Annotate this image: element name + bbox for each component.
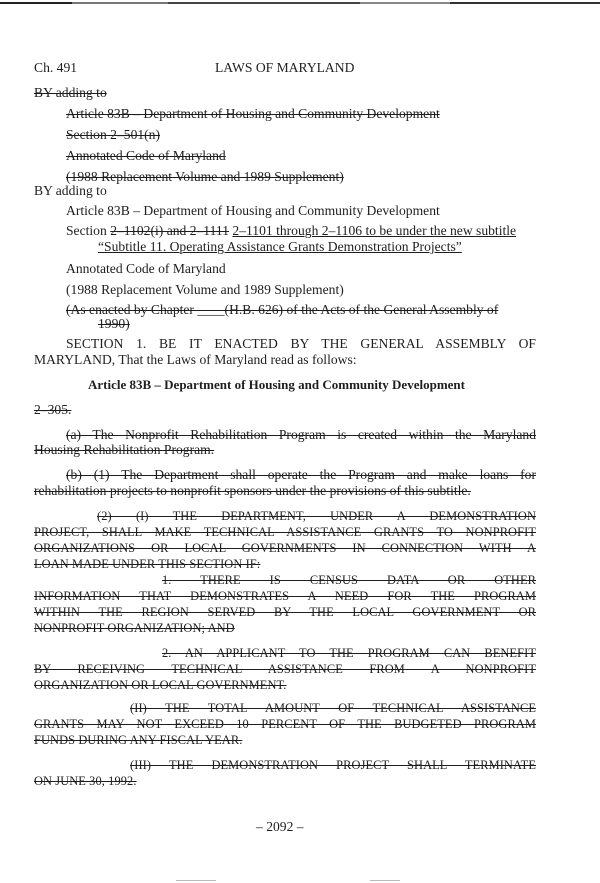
scan-top-edge <box>0 2 600 4</box>
item-1-line-2: INFORMATION THAT DEMONSTRATES A NEED FOR THE PROGRAM <box>34 589 536 603</box>
para-b1-line-2: rehabilitation projects to nonprofit sponsors under the provisions of this subtitle. <box>34 483 471 498</box>
by-adding-struck-section: Section 2–501(n) <box>66 127 161 142</box>
item-iii-line-2: ON JUNE 30, 1992. <box>34 774 137 788</box>
enacted-struck-line-1: (As enacted by Chapter ____(H.B. 626) of the Acts of the General Assembly of <box>66 302 499 317</box>
scan-artifact <box>176 880 216 881</box>
by-adding-volume: (1988 Replacement Volume and 1989 Supplement) <box>66 282 344 297</box>
item-ii-line-2: GRANTS MAY NOT EXCEED 10 PERCENT OF THE BUDGETED PROGRAM <box>34 717 536 731</box>
para-b2-line-3: ORGANIZATIONS OR LOCAL GOVERNMENTS IN CONNECTION WITH A <box>34 541 536 555</box>
item-2-line-2: BY RECEIVING TECHNICAL ASSISTANCE FROM A NONPROFIT <box>34 662 536 676</box>
article-heading: Article 83B – Department of Housing and Community Development <box>88 377 465 392</box>
page-title: LAWS OF MARYLAND <box>215 60 355 75</box>
item-1-line-1: 1. THERE IS CENSUS DATA OR OTHER <box>162 573 536 587</box>
by-adding-section-line <box>66 223 516 239</box>
scan-artifact <box>370 880 400 881</box>
para-b2-line-2: PROJECT, SHALL MAKE TECHNICAL ASSISTANCE GRANTS TO NONPROFIT <box>34 525 536 539</box>
by-adding-code: Annotated Code of Maryland <box>66 261 226 276</box>
section-number-struck: 2–305. <box>34 402 72 417</box>
item-ii-line-1: (II) THE TOTAL AMOUNT OF TECHNICAL ASSISTANCE <box>130 701 536 715</box>
by-adding-struck-article: Article 83B – Department of Housing and Community Development <box>66 106 440 121</box>
by-adding-label: BY adding to <box>34 183 107 198</box>
item-ii-line-3: FUNDS DURING ANY FISCAL YEAR. <box>34 733 243 747</box>
page-number: – 2092 – <box>256 819 304 834</box>
by-adding-struck-volume: (1988 Replacement Volume and 1989 Supplement) <box>66 169 344 184</box>
enactment-line-1: SECTION 1. BE IT ENACTED BY THE GENERAL ASSEMBLY OF <box>66 336 536 351</box>
enactment-line-2: MARYLAND, That the Laws of Maryland read as follows: <box>34 352 357 367</box>
para-b1-line-1: (b) (1) The Department shall operate the Program and make loans for <box>66 467 536 482</box>
chapter-number: Ch. 491 <box>34 60 78 75</box>
section-label: Section <box>66 223 107 238</box>
para-a-line-2: Housing Rehabilitation Program. <box>34 442 215 457</box>
item-2-line-3: ORGANIZATION OR LOCAL GOVERNMENT. <box>34 678 287 692</box>
enacted-struck-line-2: 1990) <box>98 316 130 331</box>
by-adding-article: Article 83B – Department of Housing and Community Development <box>66 203 440 218</box>
item-2-line-1: 2. AN APPLICANT TO THE PROGRAM CAN BENEFIT <box>162 646 536 660</box>
para-b2-line-1: (2) (I) THE DEPARTMENT, UNDER A DEMONSTRATION <box>97 509 536 523</box>
item-1-line-4: NONPROFIT ORGANIZATION; AND <box>34 621 235 635</box>
subtitle-added-text: “Subtitle 11. Operating Assistance Grants Demonstration Projects” <box>98 239 462 254</box>
by-adding-struck-code: Annotated Code of Maryland <box>66 148 226 163</box>
by-adding-struck-label: BY adding to <box>34 85 107 100</box>
section-struck-text: 2–1102(i) and 2–1111 <box>110 223 229 238</box>
para-a-line-1: (a) The Nonprofit Rehabilitation Program is created within the Maryland <box>66 427 536 442</box>
section-added-text: 2–1101 through 2–1106 to be under the new subtitle <box>232 223 517 238</box>
item-iii-line-1: (III) THE DEMONSTRATION PROJECT SHALL TERMINATE <box>130 758 536 772</box>
para-b2-line-4: LOAN MADE UNDER THIS SECTION IF: <box>34 557 261 571</box>
item-1-line-3: WITHIN THE REGION SERVED BY THE LOCAL GOVERNMENT OR <box>34 605 536 619</box>
